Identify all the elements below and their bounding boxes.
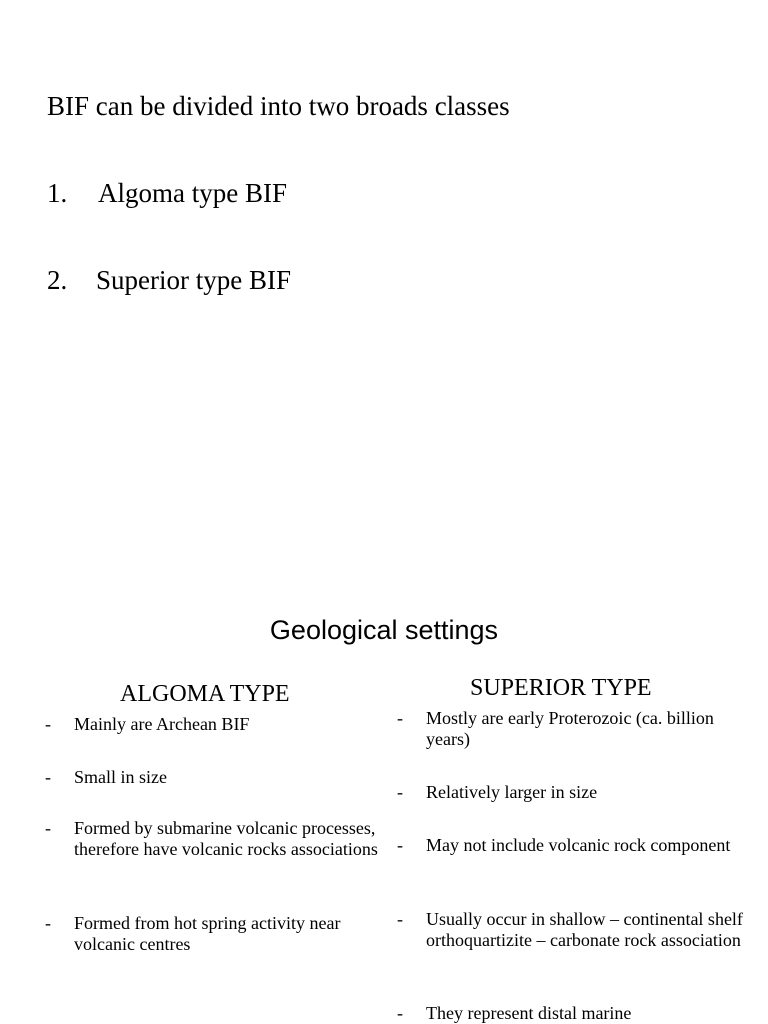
bullet-text: Mostly are early Proterozoic (ca. billion years) xyxy=(426,708,714,749)
bullet-text: Usually occur in shallow – continental shelf orthoquartizite – carbonate rock association xyxy=(426,909,743,950)
bullet-marker: - xyxy=(397,708,403,728)
bullet-marker: - xyxy=(397,909,403,929)
bullet-marker: - xyxy=(45,913,51,933)
bullet-text: Formed from hot spring activity near volcanic centres xyxy=(74,913,341,954)
bullet-marker: - xyxy=(45,714,51,734)
list-number: 2. xyxy=(47,265,68,295)
bullet-text: May not include volcanic rock component xyxy=(426,835,731,855)
list-number: 1. xyxy=(47,178,68,208)
list-text: Algoma type BIF xyxy=(98,178,287,208)
bullet-text: Mainly are Archean BIF xyxy=(74,714,250,734)
bullet-text: Relatively larger in size xyxy=(426,782,598,802)
bullet-marker: - xyxy=(45,818,51,838)
superior-column-heading: SUPERIOR TYPE xyxy=(470,675,652,701)
bullet-text: They represent distal marine xyxy=(426,1003,632,1023)
bullet-text: Formed by submarine volcanic processes, therefore have volcanic rocks associations xyxy=(74,818,378,859)
algoma-column-heading: ALGOMA TYPE xyxy=(120,681,290,707)
bullet-marker: - xyxy=(397,1003,403,1023)
section-title: Geological settings xyxy=(269,615,499,645)
bullet-marker: - xyxy=(45,767,51,787)
list-text: Superior type BIF xyxy=(96,265,291,295)
bullet-marker: - xyxy=(397,835,403,855)
bullet-text: Small in size xyxy=(74,767,167,787)
intro-text: BIF can be divided into two broads classes xyxy=(47,91,510,121)
bullet-marker: - xyxy=(397,782,403,802)
